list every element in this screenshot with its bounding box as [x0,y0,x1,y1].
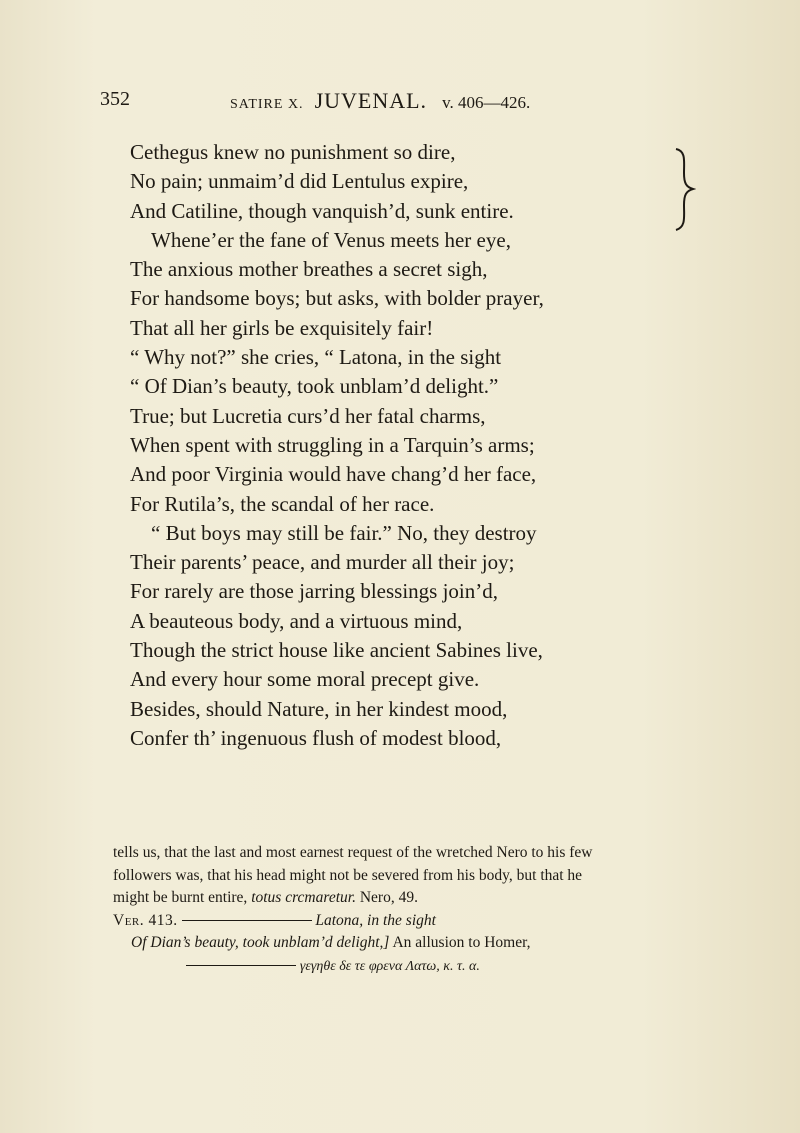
lemma: Of Dian’s beauty, took unblam’d delight,] [131,934,390,951]
footnote-line [113,955,713,978]
greek-quotation: γεγηθε δε τε φρενα Λατω, κ. τ. α. [299,958,480,974]
verse-line: Cethegus knew no punishment so dire, [130,140,456,164]
verse-line: Confer th’ ingenuous flush of modest blood, [130,725,502,750]
verse-line: Whene’er the fane of Venus meets her eye, [151,227,511,252]
running-header [100,88,710,118]
dash-rule [182,920,312,921]
lemma: Latona, in the sight [315,911,436,929]
verse-line: For Rutila’s, the scandal of her race. [130,491,435,516]
verse-line: “ But boys may still be fair.” No, they destroy [151,520,537,545]
footnote-text: An allusion to Homer, [389,934,531,951]
verse-line: For handsome boys; but asks, with bolder prayer, [130,286,544,311]
verse-line: And Catiline, though vanquish’d, sunk entire. [130,198,514,223]
verse-line: For rarely are those jarring blessings join’d, [130,579,498,604]
verse-line: Their parents’ peace, and murder all their joy; [130,550,515,575]
verse-line: The anxious mother breathes a secret sigh, [130,257,488,282]
verse-line: When spent with struggling in a Tarquin’s arms; [130,432,535,457]
running-title [230,88,530,114]
verse-line: True; but Lucretia curs’d her fatal charms, [130,403,486,428]
verse-line: A beauteous body, and a virtuous mind, [130,608,463,633]
footnotes [113,842,713,977]
verse-line: No pain; unmaim’d did Lentulus expire, [130,169,469,194]
verse-line: “ Of Dian’s beauty, took unblam’d delight.” [130,374,499,399]
verse-line: That all her girls be exquisitely fair! [130,315,434,340]
verse-line: And poor Virginia would have chang’d her face, [130,462,537,487]
author-name: JUVENAL. [314,88,428,113]
verse-line: Though the strict house like ancient Sabines live, [130,638,543,663]
satire-label: SATIRE X. [230,97,304,112]
footnote-line [113,932,713,955]
footnote-text: Nero, 49. [355,889,418,906]
page-number: 352 [100,88,130,110]
verse-reference: Ver. 413. [113,911,178,929]
verse-line: And every hour some moral precept give. [130,667,480,692]
footnote-line: followers was, that his head might not be severed from his body, but that he [113,866,583,884]
verse-range: v. 406—426. [442,93,531,112]
dash-rule [186,965,296,966]
triplet-brace-icon [672,147,696,232]
verse-line: Besides, should Nature, in her kindest mood, [130,696,508,721]
footnote-line [113,887,713,910]
verse-block [130,138,710,753]
footnote-line: tells us, that the last and most earnest request of the wretched Nero to his few [113,844,593,861]
footnote-text: might be burnt entire, [113,889,252,906]
latin-phrase: totus crcmaretur. [251,889,356,906]
footnote-line [113,910,713,933]
verse-line: “ Why not?” she cries, “ Latona, in the sight [130,345,502,370]
